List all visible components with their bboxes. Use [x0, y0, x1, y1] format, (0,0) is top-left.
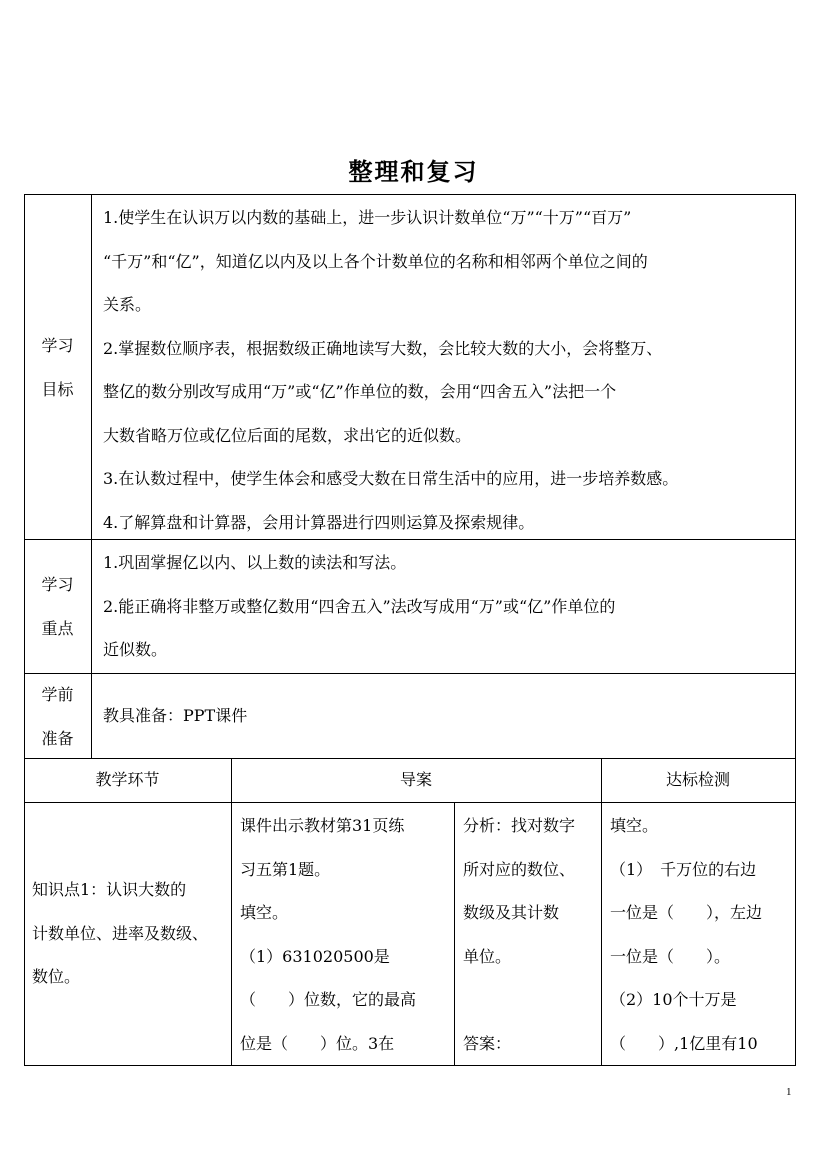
page-title: 整理和复习: [348, 157, 479, 186]
page-number: 1: [786, 1086, 792, 1098]
objectives-content: 1.使学生在认识万以内数的基础上，进一步认识计数单位“万”“十万”“百万” “千万”和“亿”，知道亿以内及以上各个计数单位的名称和相邻两个单位之间的 关系。 2.掌握数位顺序表，根据数级正确地读写大数，会比较大数的大小，会将整万、 整亿的数分别改写成用“万”或“亿”作单位的数，会用“四舍五入”法把一个 大数省略万位或亿位后面的尾数，求出它的近似数。 3.在认数过程中，使学生体会和感受大数在日常生活中的应用，进一步培养数感。 4.了解算盘和计算器，会用计算器进行四则运算及探索规律。: [103, 208, 679, 532]
key-points-content: 1.巩固掌握亿以内、以上数的读法和写法。 2.能正确将非整万或整亿数用“四舍五入”法改写成用“万”或“亿”作单位的 近似数。: [103, 553, 616, 659]
objectives-label: 学习 目标: [41, 336, 74, 399]
guide-right-cell: 分析：找对数字 所对应的数位、 数级及其计数 单位。 答案：: [463, 816, 576, 1053]
preparation-label: 学前 准备: [41, 685, 74, 748]
segment-cell: 知识点1：认识大数的 计数单位、进率及数级、 数位。: [32, 880, 209, 986]
preparation-content: 教具准备：PPT课件: [103, 706, 248, 725]
key-points-label: 学习 重点: [41, 575, 74, 638]
header-check: 达标检测: [665, 770, 730, 789]
guide-left-cell: 课件出示教材第31页练 习五第1题。 填空。 （1）631020500是 （ ）位数，它的最高 位是（ ）位。3在: [240, 816, 417, 1053]
header-guide: 导案: [399, 770, 432, 789]
check-cell: 填空。 （1） 千万位的右边 一位是（ ），左边 一位是（ ）。 （2）10个十万是 （ ）,1亿里有10: [610, 816, 763, 1053]
header-segment: 教学环节: [95, 770, 160, 789]
